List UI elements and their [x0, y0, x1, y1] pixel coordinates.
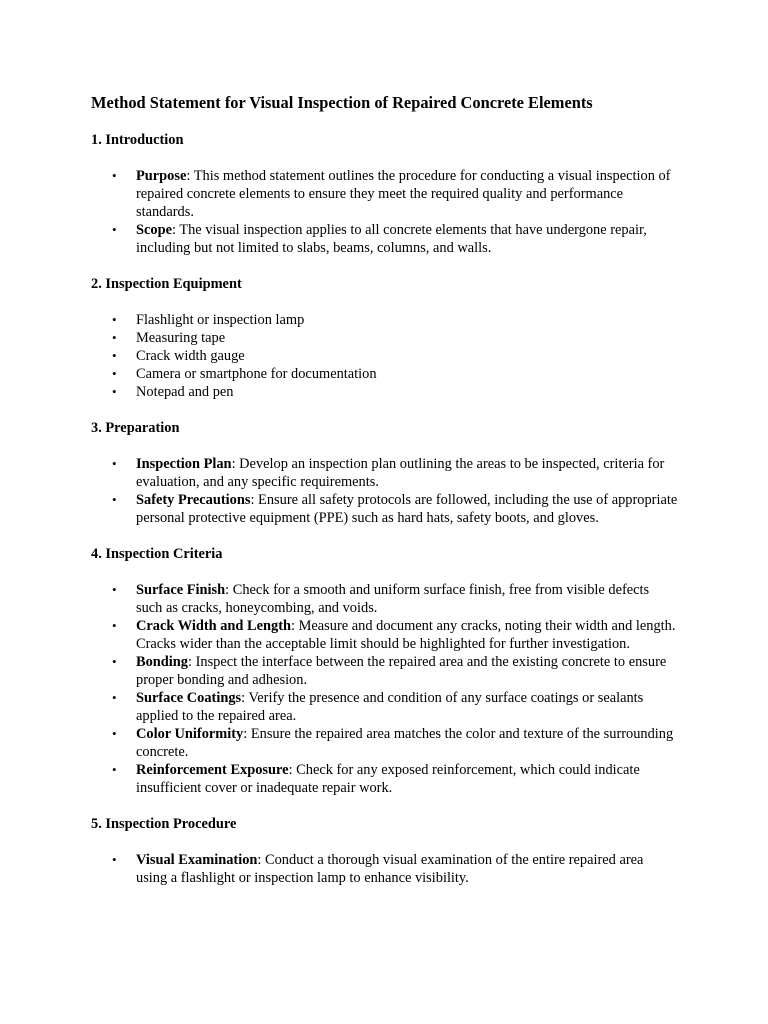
bullet-icon: • [112, 348, 117, 363]
bullet-icon: • [112, 366, 117, 381]
section-heading: 2. Inspection Equipment [91, 276, 242, 292]
list-item-term: Scope [136, 222, 172, 238]
bullet-icon: • [112, 456, 117, 471]
list-item [112, 761, 678, 797]
list-item [112, 347, 678, 365]
list-item-term: Safety Precautions [136, 492, 251, 508]
list-item-term: Purpose [136, 168, 187, 184]
bullet-list [91, 581, 678, 797]
section-heading: 5. Inspection Procedure [91, 816, 237, 832]
document-body [91, 131, 678, 887]
bullet-list [91, 311, 678, 401]
bullet-list [91, 455, 678, 527]
list-item [112, 167, 678, 221]
list-item [112, 491, 678, 527]
list-item-term: Color Uniformity [136, 726, 244, 742]
list-item-text: : Check for a smooth and uniform surface finish, free from visible defects such as cracks, honeycombing, and voids. [136, 582, 650, 616]
bullet-icon: • [112, 852, 117, 867]
list-item-text: : Check for any exposed reinforcement, which could indicate insufficient cover or inadequate repair work. [136, 762, 640, 796]
bullet-icon: • [112, 762, 117, 777]
bullet-icon: • [112, 726, 117, 741]
bullet-icon: • [112, 168, 117, 183]
list-item-term: Reinforcement Exposure [136, 762, 289, 778]
list-item-text: : This method statement outlines the procedure for conducting a visual inspection of repaired concrete elements to ensure they meet the required quality and performance standards. [136, 168, 671, 220]
list-item-text: : Ensure all safety protocols are followed, including the use of appropriate personal protective equipment (PPE) such as hard hats, safety boots, and gloves. [136, 492, 678, 526]
list-item-text: : Conduct a thorough visual examination of the entire repaired area using a flashlight or inspection lamp to enhance visibility. [136, 852, 644, 886]
list-item [112, 617, 678, 653]
bullet-list [91, 851, 678, 887]
list-item-term: Surface Finish [136, 582, 226, 598]
list-item [112, 383, 678, 401]
document-title: Method Statement for Visual Inspection of Repaired Concrete Elements [91, 93, 593, 112]
list-item-text: : The visual inspection applies to all concrete elements that have undergone repair, including but not limited to slabs, beams, columns, and walls. [136, 222, 647, 256]
list-item [112, 689, 678, 725]
bullet-icon: • [112, 690, 117, 705]
list-item [112, 725, 678, 761]
list-item-text: Camera or smartphone for documentation [136, 366, 377, 382]
list-item [112, 851, 678, 887]
bullet-list [91, 167, 678, 257]
list-item [112, 653, 678, 689]
list-item-text: Notepad and pen [136, 384, 234, 400]
bullet-icon: • [112, 330, 117, 345]
list-item-term: Visual Examination [136, 852, 258, 868]
list-item [112, 329, 678, 347]
bullet-icon: • [112, 222, 117, 237]
bullet-icon: • [112, 492, 117, 507]
list-item-term: Bonding [136, 654, 188, 670]
list-item-term: Crack Width and Length [136, 618, 292, 634]
list-item [112, 311, 678, 329]
list-item-term: Surface Coatings [136, 690, 242, 706]
list-item-text: : Verify the presence and condition of any surface coatings or sealants applied to the repaired area. [136, 690, 644, 724]
section-heading: 1. Introduction [91, 132, 184, 148]
list-item [112, 455, 678, 491]
list-item-text: : Inspect the interface between the repaired area and the existing concrete to ensure proper bonding and adhesion. [136, 654, 667, 688]
list-item-text: : Ensure the repaired area matches the color and texture of the surrounding concrete. [136, 726, 674, 760]
list-item-text: Measuring tape [136, 330, 226, 346]
list-item [112, 221, 678, 257]
list-item-text: : Develop an inspection plan outlining the areas to be inspected, criteria for evaluation, and any specific requirements. [136, 456, 665, 490]
list-item-text: Crack width gauge [136, 348, 245, 364]
list-item [112, 365, 678, 383]
list-item [112, 581, 678, 617]
list-item-text: : Measure and document any cracks, noting their width and length. Cracks wider than the acceptable limit should be highlighted for further investigation. [136, 618, 676, 652]
bullet-icon: • [112, 618, 117, 633]
bullet-icon: • [112, 654, 117, 669]
bullet-icon: • [112, 312, 117, 327]
section-heading: 4. Inspection Criteria [91, 546, 223, 562]
list-item-text: Flashlight or inspection lamp [136, 312, 305, 328]
bullet-icon: • [112, 582, 117, 597]
section-heading: 3. Preparation [91, 420, 180, 436]
bullet-icon: • [112, 384, 117, 399]
list-item-term: Inspection Plan [136, 456, 232, 472]
